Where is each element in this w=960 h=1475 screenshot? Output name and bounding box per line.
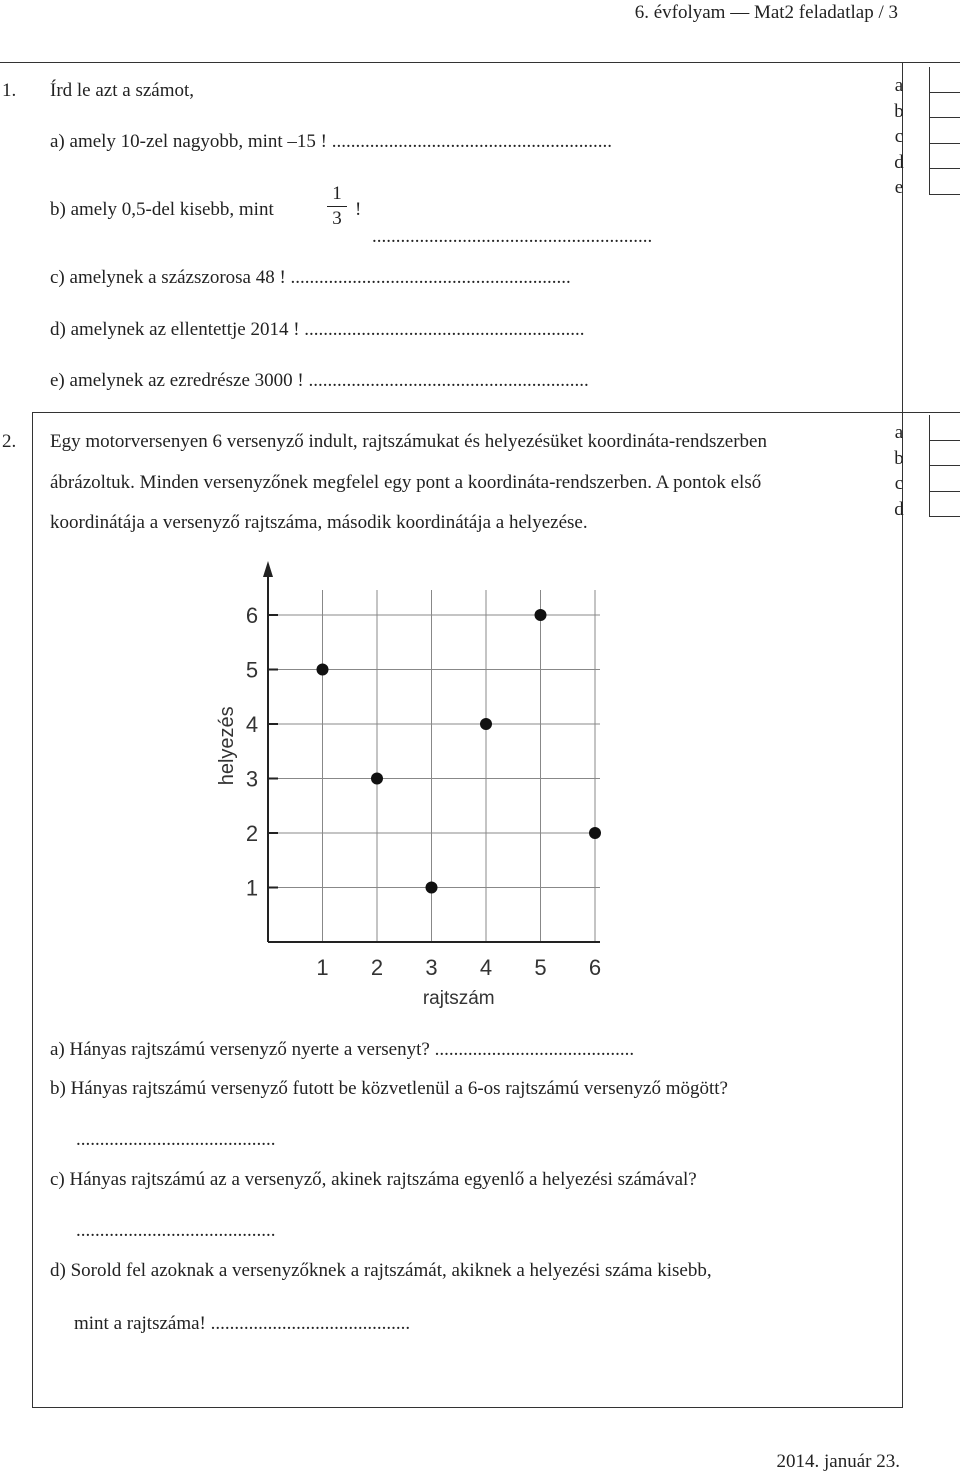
grade-label-e: e	[894, 177, 904, 198]
page-date: 2014. január 23.	[776, 1451, 900, 1472]
grade-label-b: b	[894, 100, 904, 122]
task1-item-a: a) amely 10-zel nagyobb, mint –15 ! ...........................................................	[50, 131, 613, 152]
data-point	[426, 882, 438, 894]
data-point	[480, 718, 492, 730]
y-tick-label: 2	[245, 821, 259, 846]
frame-top-line	[0, 62, 960, 63]
y-axis-label: helyezés	[216, 706, 238, 786]
task2-line1: Egy motorversenyen 6 versenyző indult, rajtszámukat és helyezésüket koordináta-rendszerben	[50, 431, 767, 452]
task1-grade-labels	[868, 73, 930, 201]
task1-item-b-text: b) amely 0,5-del kisebb, mint	[50, 199, 274, 220]
y-tick-label: 5	[245, 657, 259, 683]
question-b-answer[interactable]: ..........................................	[76, 1129, 276, 1150]
grade-label-c: c	[894, 473, 904, 494]
task1-number: 1.	[2, 80, 17, 101]
data-point	[317, 664, 329, 676]
grade-label-c: c	[894, 126, 904, 147]
question-a: a) Hányas rajtszámú versenyző nyerte a versenyt? ..........................................	[50, 1039, 635, 1060]
task2-top-line	[32, 412, 960, 413]
score-box-e[interactable]	[930, 169, 960, 195]
fraction-one-third	[325, 183, 349, 230]
task2-bottom-line	[32, 1407, 903, 1408]
score-box-a[interactable]	[930, 415, 960, 441]
grade-label-a: a	[894, 75, 904, 96]
page-header: 6. évfolyam — Mat2 feladatlap / 3	[634, 2, 898, 23]
question-d: d) Sorold fel azoknak a versenyzőknek a rajtszámát, akiknek a helyezési száma kisebb,	[50, 1260, 712, 1281]
question-c-answer[interactable]: ..........................................	[76, 1220, 276, 1241]
score-box-d[interactable]	[930, 492, 960, 518]
x-tick-label: 3	[425, 955, 438, 980]
task2-left-line	[32, 412, 33, 1408]
task2-line3: koordinátája a versenyző rajtszáma, második koordinátája a helyezése.	[50, 512, 588, 533]
question-b: b) Hányas rajtszámú versenyző futott be közvetlenül a 6-os rajtszámú versenyző mögött?	[50, 1078, 728, 1099]
x-axis-label: rajtszám	[422, 988, 495, 1009]
data-point	[371, 773, 383, 785]
x-tick-label: 5	[534, 955, 547, 980]
y-tick-label: 4	[245, 712, 259, 737]
task1-intro: Írd le azt a számot,	[50, 80, 195, 101]
task2-grade-boxes[interactable]	[929, 415, 960, 517]
x-tick-label: 2	[370, 955, 384, 980]
scatter-chart	[200, 555, 660, 1015]
grade-label-b: b	[894, 447, 904, 469]
score-box-c[interactable]	[930, 118, 960, 144]
y-tick-label: 6	[245, 603, 259, 628]
y-tick-label: 3	[245, 766, 259, 792]
fraction-numerator: 1	[332, 183, 342, 204]
grade-label-d: d	[894, 151, 904, 173]
score-box-a[interactable]	[930, 67, 960, 93]
task1-item-b-answer[interactable]: ...........................................................	[372, 226, 653, 247]
y-tick-label: 1	[245, 875, 259, 901]
question-c: c) Hányas rajtszámú az a versenyző, akinek rajtszáma egyenlő a helyezési számával?	[50, 1169, 697, 1190]
grade-label-d: d	[894, 498, 904, 520]
question-d-line2: mint a rajtszáma! ..........................................	[74, 1313, 411, 1334]
task1-item-e: e) amelynek az ezredrésze 3000 ! ...........................................................	[50, 370, 589, 391]
task1-item-d: d) amelynek az ellentettje 2014 ! ...........................................................	[50, 319, 585, 340]
x-tick-label: 1	[316, 955, 329, 980]
grade-label-a: a	[894, 422, 904, 443]
task1-grade-boxes[interactable]	[929, 67, 960, 195]
y-axis-arrow	[263, 561, 273, 577]
score-box-d[interactable]	[930, 144, 960, 170]
score-box-b[interactable]	[930, 441, 960, 467]
task2-number: 2.	[2, 431, 17, 452]
grade-column-divider	[902, 62, 903, 1408]
data-point	[589, 827, 601, 839]
task1-item-c: c) amelynek a százszorosa 48 ! ...........................................................	[50, 267, 571, 288]
x-tick-label: 4	[479, 955, 493, 980]
score-box-c[interactable]	[930, 466, 960, 492]
task1-item-b-end: !	[355, 199, 362, 220]
fraction-bar	[327, 206, 347, 207]
fraction-denominator: 3	[332, 208, 342, 229]
x-tick-label: 6	[588, 955, 602, 980]
task2-grade-labels	[868, 420, 930, 522]
score-box-b[interactable]	[930, 93, 960, 119]
task2-line2: ábrázoltuk. Minden versenyzőnek megfelel egy pont a koordináta-rendszerben. A pontok első	[50, 472, 762, 493]
data-point	[535, 609, 547, 621]
